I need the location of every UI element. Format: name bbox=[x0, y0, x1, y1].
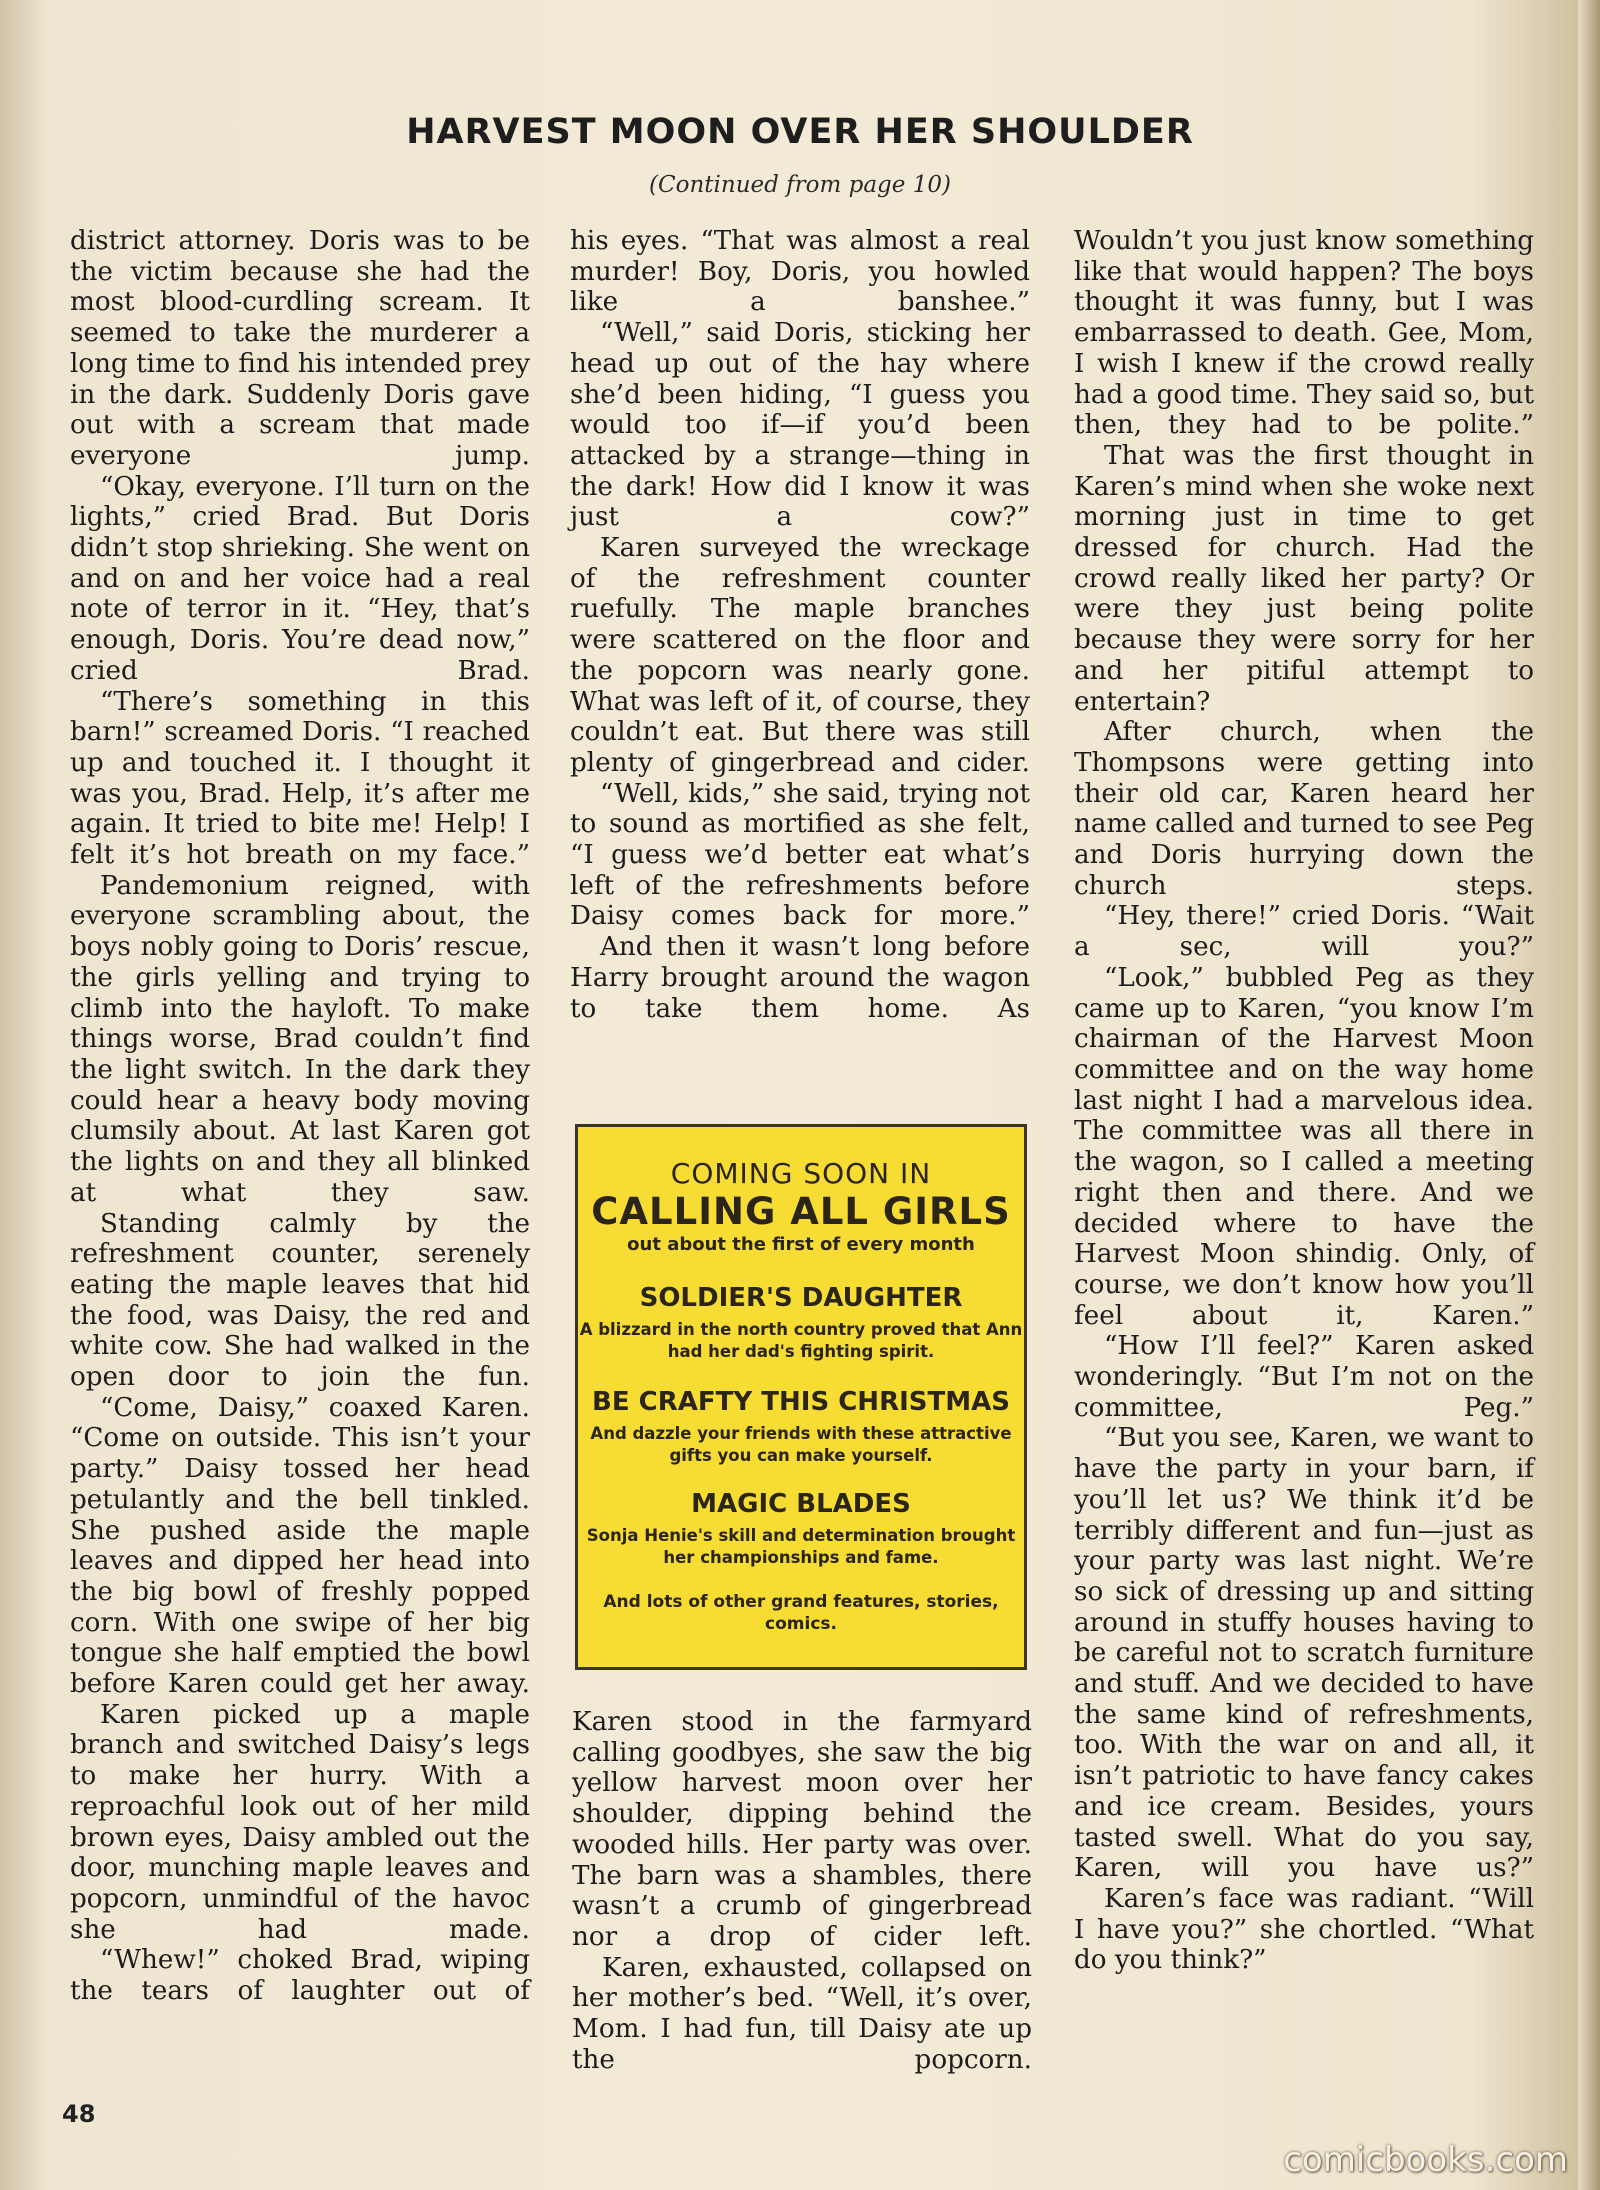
paragraph: Wouldn’t you just know something like that would happen? The boys thought it was funny, but I was embarrassed to death. Gee, Mom, I wish I knew if the crowd really had a good time. They said so, but then, they had to be polite.” bbox=[1074, 226, 1534, 441]
ad-feature-title: BE CRAFTY THIS CHRISTMAS bbox=[592, 1387, 1010, 1417]
paragraph: “Well,” said Doris, sticking her head up out of the hay where she’d been hiding, “I guess you would too if—if you’d been attacked by a strange—thing in the dark! How did I know it was just a cow?” bbox=[570, 318, 1030, 533]
paragraph: Karen picked up a maple branch and switched Daisy’s legs to make her hurry. With a reproachful look out of her mild brown eyes, Daisy ambled out the door, munching maple leaves and popcorn, unmindful of the havoc she had made. bbox=[70, 1699, 530, 1945]
page-spine-shadow bbox=[1578, 0, 1600, 2190]
ad-feature-text: A blizzard in the north country proved that Ann had her dad's fighting spirit. bbox=[579, 1320, 1023, 1361]
paragraph: “Whew!” choked Brad, wiping the tears of laughter out of bbox=[70, 1945, 530, 2007]
text-column-2-bottom bbox=[572, 1707, 1032, 2075]
paragraph: That was the first thought in Karen’s mind when she woke next morning just in time to get dressed for church. Had the crowd really liked her party? Or were they just being polite because they were sorry for her and her pitiful attempt to entertain? bbox=[1074, 440, 1534, 717]
text-column-3 bbox=[1074, 226, 1534, 1976]
paragraph: Pandemonium reigned, with everyone scrambling about, the boys nobly going to Doris’ rescue, the girls yelling and trying to climb into the hayloft. To make things worse, Brad couldn’t find the light switch. In the dark they could hear a heavy body moving clumsily about. At last Karen got the lights on and they all blinked at what they saw. bbox=[70, 870, 530, 1208]
ad-feature-title: SOLDIER'S DAUGHTER bbox=[639, 1283, 963, 1313]
paragraph: “Look,” bubbled Peg as they came up to Karen, “you know I’m chairman of the Harvest Moon committee and on the way home last night I had a marvelous idea. The committee was all there in the wagon, so I called a meeting right then and there. And we decided where to have the Harvest Moon shindig. Only, of course, we don’t know how you’ll feel about it, Karen.” bbox=[1074, 962, 1534, 1331]
paragraph: Karen stood in the farmyard calling goodbyes, she saw the big yellow harvest moon over her shoulder, dipping behind the wooded hills. Her party was over. The barn was a shambles, there wasn’t a crumb of gingerbread nor a drop of cider left. bbox=[572, 1707, 1032, 1952]
paragraph: “Hey, there!” cried Doris. “Wait a sec, will you?” bbox=[1074, 901, 1534, 963]
paragraph: Karen’s face was radiant. “Will I have you?” she chortled. “What do you think?” bbox=[1074, 1883, 1534, 1976]
text-column-1 bbox=[70, 226, 530, 2007]
ad-frequency: out about the first of every month bbox=[627, 1234, 975, 1255]
paragraph: “Well, kids,” she said, trying not to sound as mortified as she felt, “I guess we’d better eat what’s left of the refreshments before Daisy comes back for more.” bbox=[570, 778, 1030, 932]
paragraph: his eyes. “That was almost a real murder! Boy, Doris, you howled like a banshee.” bbox=[570, 226, 1030, 318]
continued-note: (Continued from page 10) bbox=[649, 172, 951, 198]
ad-feature-text: And dazzle your friends with these attractive gifts you can make yourself. bbox=[590, 1424, 1012, 1465]
paragraph: “But you see, Karen, we want to have the party in your barn, if you’ll let us? We think it’d be terribly different and fun—just as your party was last night. We’re so sick of dressing up and sitting around in stuffy houses having to be careful not to scratch furniture and stuff. And we decided to have the same kind of refreshments, too. With the war on and all, it isn’t patriotic to have fancy cakes and ice cream. Besides, yours tasted swell. What do you say, Karen, will you have us?” bbox=[1074, 1423, 1534, 1884]
ad-coming-soon: COMING SOON IN bbox=[670, 1157, 932, 1190]
paragraph: Standing calmly by the refreshment counter, serenely eating the maple leaves that hid the food, was Daisy, the red and white cow. She had walked in the open door to join the fun. bbox=[70, 1208, 530, 1393]
paragraph: district attorney. Doris was to be the victim because she had the most blood-curdling scream. It seemed to take the murderer a long time to find his intended prey in the dark. Suddenly Doris gave out with a scream that made everyone jump. bbox=[70, 226, 530, 471]
paragraph: “Come, Daisy,” coaxed Karen. “Come on outside. This isn’t your party.” Daisy tossed her head petulantly and the bell tinkled. She pushed aside the maple leaves and dipped her head into the big bowl of freshly popped corn. With one swipe of her big tongue she half emptied the bowl before Karen could get her away. bbox=[70, 1392, 530, 1700]
ad-magazine-name: CALLING ALL GIRLS bbox=[591, 1190, 1011, 1233]
paragraph: Karen, exhausted, collapsed on her mother’s bed. “Well, it’s over, Mom. I had fun, till Daisy ate up the popcorn. bbox=[572, 1952, 1032, 2075]
article-title: HARVEST MOON OVER HER SHOULDER bbox=[406, 112, 1194, 152]
watermark-logo: comicbooks.com bbox=[1283, 2140, 1568, 2180]
calling-all-girls-advertisement bbox=[575, 1124, 1027, 1670]
text-column-2-top bbox=[570, 226, 1030, 1024]
ad-feature-title: MAGIC BLADES bbox=[691, 1489, 911, 1519]
paragraph: And then it wasn’t long before Harry brought around the wagon to take them home. As bbox=[570, 932, 1030, 1024]
paragraph: “Okay, everyone. I’ll turn on the lights,” cried Brad. But Doris didn’t stop shrieking. She went on and on and her voice had a real note of terror in it. “Hey, that’s enough, Doris. You’re dead now,” cried Brad. bbox=[70, 471, 530, 686]
paragraph: “How I’ll feel?” Karen asked wonderingly. “But I’m not on the committee, Peg.” bbox=[1074, 1331, 1534, 1423]
ad-footer: And lots of other grand features, stories, comics. bbox=[603, 1592, 999, 1634]
paragraph: After church, when the Thompsons were getting into their old car, Karen heard her name called and turned to see Peg and Doris hurrying down the church steps. bbox=[1074, 717, 1534, 901]
page-number: 48 bbox=[62, 2100, 96, 2128]
ad-feature-text: Sonja Henie's skill and determination brought her championships and fame. bbox=[586, 1526, 1016, 1567]
paragraph: “There’s something in this barn!” screamed Doris. “I reached up and touched it. I thought it was you, Brad. Help, it’s after me again. It tried to bite me! Help! I felt it’s hot breath on my face.” bbox=[70, 686, 530, 871]
paragraph: Karen surveyed the wreckage of the refreshment counter ruefully. The maple branches were scattered on the floor and the popcorn was nearly gone. What was left of it, of course, they couldn’t eat. But there was still plenty of gingerbread and cider. bbox=[570, 533, 1030, 778]
